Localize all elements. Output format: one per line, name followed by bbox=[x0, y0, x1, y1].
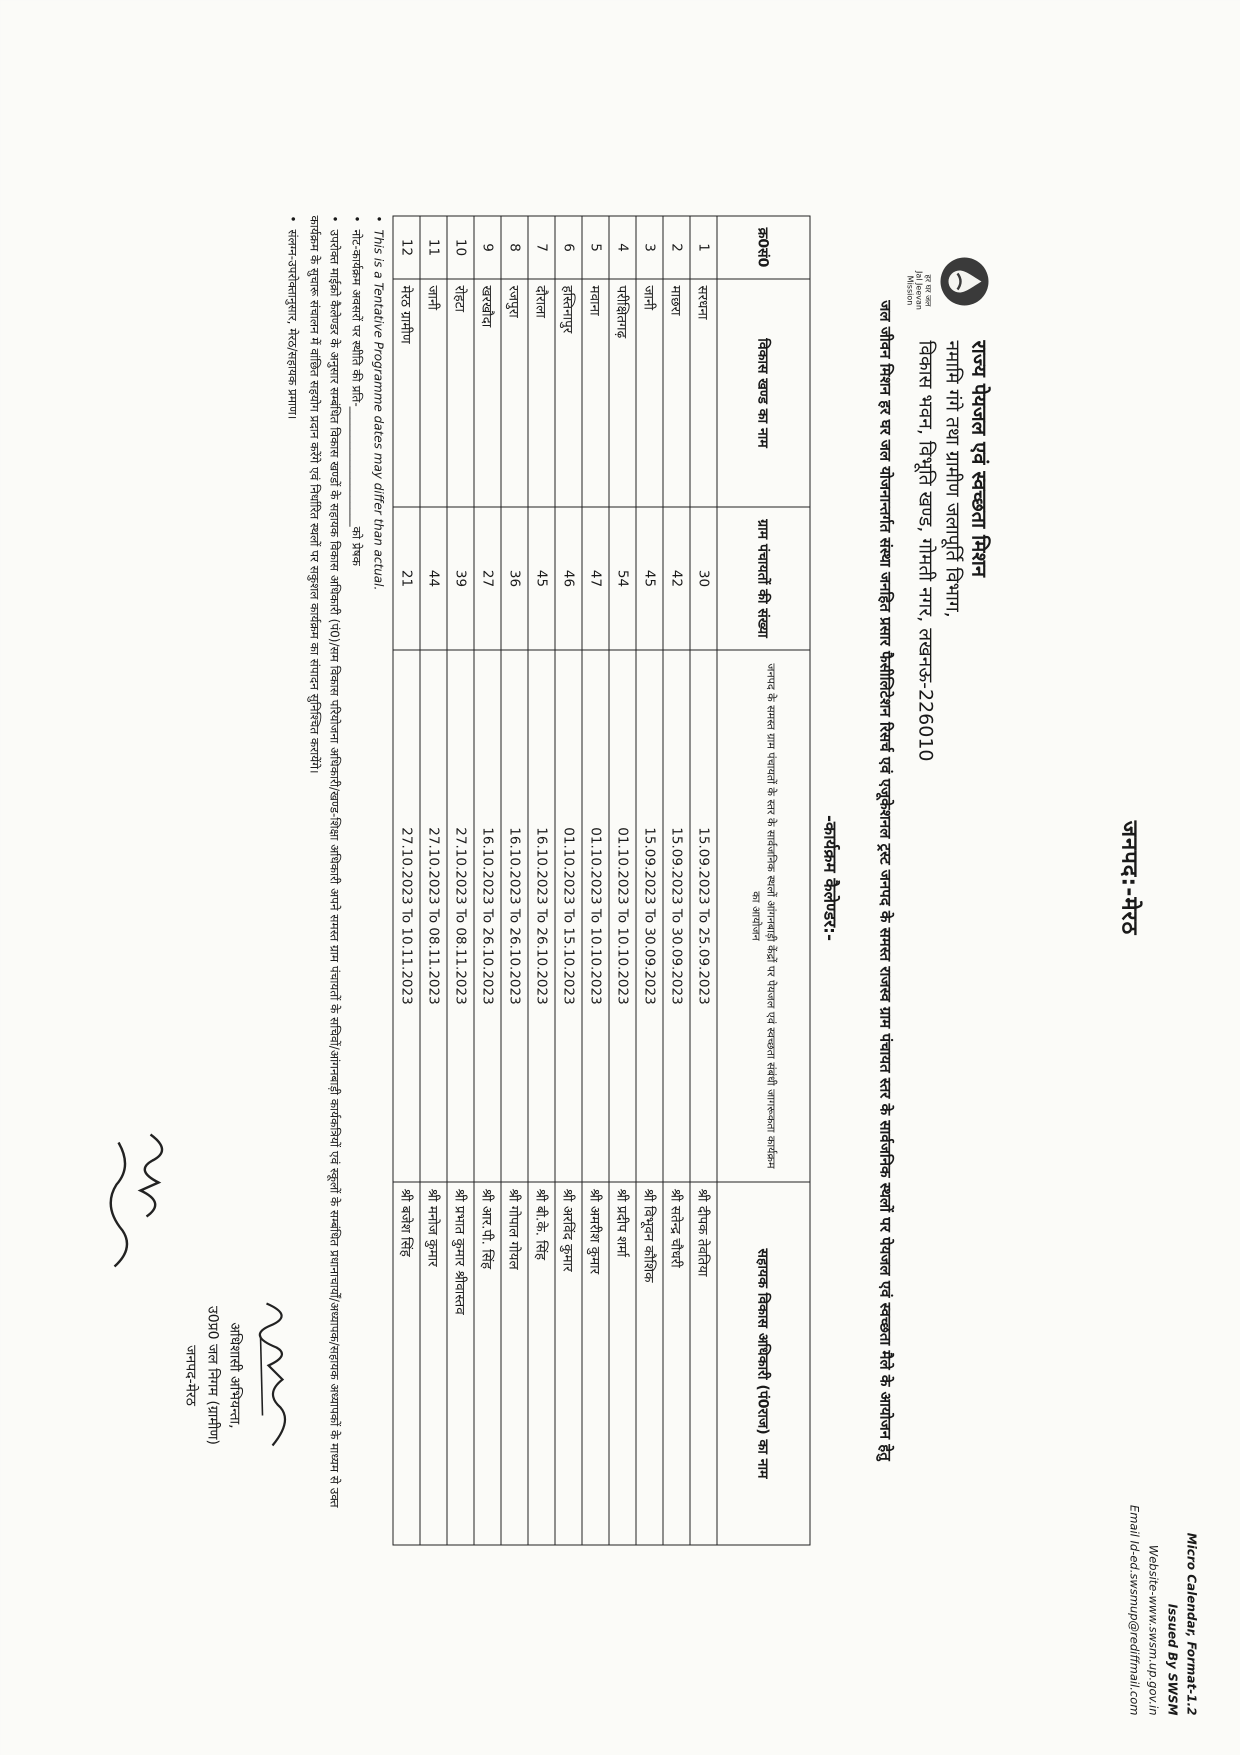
cell-sno: 8 bbox=[501, 216, 528, 279]
table-row bbox=[420, 216, 447, 1545]
annexure-note: •संलग्न-उपरोक्तानुसार, मेरठ/सहायक प्रमाण। bbox=[282, 215, 302, 1545]
cell-block: रोहटा bbox=[447, 279, 474, 507]
table-row bbox=[447, 216, 474, 1545]
cell-sno: 3 bbox=[636, 216, 663, 279]
cell-sno: 9 bbox=[474, 216, 501, 279]
cell-dates: 01.10.2023 To 10.10.2023 bbox=[609, 650, 636, 1182]
cell-dates: 15.09.2023 To 30.09.2023 bbox=[663, 650, 690, 1182]
cell-dates: 16.10.2023 To 26.10.2023 bbox=[474, 650, 501, 1182]
cell-officer: श्री दीपक तेवतिया bbox=[690, 1182, 717, 1545]
cell-dates: 01.10.2023 To 15.10.2023 bbox=[555, 650, 582, 1182]
issued-by: Issued By SWSM bbox=[1165, 1603, 1179, 1715]
cell-dates: 01.10.2023 To 10.10.2023 bbox=[582, 650, 609, 1182]
table-row bbox=[555, 216, 582, 1545]
cell-block: परीक्षितगढ़ bbox=[609, 279, 636, 507]
table-row bbox=[501, 216, 528, 1545]
cell-block: मवाना bbox=[582, 279, 609, 507]
cell-count: 46 bbox=[555, 507, 582, 650]
cell-dates: 16.10.2023 To 26.10.2023 bbox=[528, 650, 555, 1182]
cell-dates: 27.10.2023 To 08.11.2023 bbox=[447, 650, 474, 1182]
cell-officer: श्री प्रदीप शर्मा bbox=[609, 1182, 636, 1545]
cell-sno: 5 bbox=[582, 216, 609, 279]
cell-count: 42 bbox=[663, 507, 690, 650]
cell-officer: श्री गोपाल गोयल bbox=[501, 1182, 528, 1545]
cell-block: सरधना bbox=[690, 279, 717, 507]
cell-count: 39 bbox=[447, 507, 474, 650]
bullet-icon: • bbox=[327, 215, 341, 223]
table-row bbox=[609, 216, 636, 1545]
cell-count: 45 bbox=[528, 507, 555, 650]
cell-officer: श्री प्रभात कुमार श्रीवास्तव bbox=[447, 1182, 474, 1545]
header-program: जनपद के समस्त ग्राम पंचायतों के स्तर के सार्वजनिक स्थलों आंगनबाड़ी केंद्रों पर पेयजल एवं स्वच्छता संबंधी जागरूकता कार्यक्रम का आयोजन bbox=[717, 650, 810, 1182]
email-text: Email Id-ed.swsmup@rediffmail.com bbox=[1127, 1504, 1141, 1715]
bullet-icon: • bbox=[349, 215, 363, 223]
cell-officer: श्री आर.पी. सिंह bbox=[474, 1182, 501, 1545]
signature-block bbox=[179, 1245, 300, 1505]
logo-line-2: Jal Jeevan Mission bbox=[905, 270, 923, 310]
header-officer: सहायक विकास अधिकारी (पं0राज) का नाम bbox=[717, 1182, 810, 1545]
cell-block: मेरठ ग्रामीण bbox=[393, 279, 420, 507]
cell-count: 54 bbox=[609, 507, 636, 650]
cell-sno: 4 bbox=[609, 216, 636, 279]
cell-officer: श्री विभूवन कौशिक bbox=[636, 1182, 663, 1545]
cell-sno: 11 bbox=[420, 216, 447, 279]
cell-officer: श्री मनोज कुमार bbox=[420, 1182, 447, 1545]
cell-count: 30 bbox=[690, 507, 717, 650]
table-row bbox=[393, 216, 420, 1545]
cell-officer: श्री सतेन्द्र चौधरी bbox=[663, 1182, 690, 1545]
water-drop-logo-icon bbox=[938, 255, 990, 307]
cell-sno: 6 bbox=[555, 216, 582, 279]
header-block: विकास खण्ड का नाम bbox=[717, 279, 810, 507]
cell-sno: 1 bbox=[690, 216, 717, 279]
table-row bbox=[582, 216, 609, 1545]
table-header-row bbox=[717, 216, 810, 1545]
instruction-note: •उपरोक्त माईक्रो कैलेण्डर के अनुसार सम्बंधित विकास खण्डों के सहायक विकास अधिकारी (पं0)/सम विकास परियोजना अधिकारी/खण्ड-शिक्षा अधिकारी अपने समस्त ग्राम पंचायतों के सचिवों/आंगनबाड़ी कार्यकत्रियों एवं स्कूलों के सम्बंधित प्रधानाचार्यों/अध्यापक/सहायक अध्यापकों के माध्यम से उक्त कार्यक्रम के सुचारू संचालन में वांछित सहयोग प्रदान करेंगे एवं निर्धारित स्थलों पर सकुशल कार्यक्रम का संपादन सुनिश्चित करायेंगे। bbox=[304, 215, 344, 1545]
cell-block: माछरा bbox=[663, 279, 690, 507]
blank-line: ____________________ bbox=[349, 406, 363, 527]
signatory-district: जनपद-मेरठ bbox=[182, 1344, 198, 1406]
cell-count: 27 bbox=[474, 507, 501, 650]
jjm-logo bbox=[905, 255, 990, 325]
table-row bbox=[636, 216, 663, 1545]
cell-count: 36 bbox=[501, 507, 528, 650]
copy-note: •नोट-कार्यक्रम अवसरों पर स्थीति की प्रति-____________________को प्रेषक bbox=[346, 215, 366, 1545]
cell-dates: 15.09.2023 To 30.09.2023 bbox=[636, 650, 663, 1182]
cell-officer: श्री अरविंद कुमार bbox=[555, 1182, 582, 1545]
cell-dates: 27.10.2023 To 08.11.2023 bbox=[420, 650, 447, 1182]
cell-sno: 2 bbox=[663, 216, 690, 279]
cell-block: जानी bbox=[420, 279, 447, 507]
organization-header bbox=[911, 340, 992, 761]
cell-block: रजपुरा bbox=[501, 279, 528, 507]
cell-block: जानी bbox=[636, 279, 663, 507]
cell-sno: 10 bbox=[447, 216, 474, 279]
cell-dates: 16.10.2023 To 26.10.2023 bbox=[501, 650, 528, 1182]
micro-calendar-format: Micro Calendar, Format-1.2 bbox=[1184, 1532, 1198, 1715]
table-row bbox=[690, 216, 717, 1545]
cell-count: 21 bbox=[393, 507, 420, 650]
calendar-heading: -कार्यक्रम कैलेण्डर:- bbox=[819, 814, 839, 941]
header-count: ग्राम पंचायतों की संख्या bbox=[717, 507, 810, 650]
table-row bbox=[528, 216, 555, 1545]
cell-count: 44 bbox=[420, 507, 447, 650]
cell-count: 47 bbox=[582, 507, 609, 650]
program-calendar-table bbox=[392, 215, 810, 1545]
cell-dates: 27.10.2023 To 10.11.2023 bbox=[393, 650, 420, 1182]
table-row bbox=[663, 216, 690, 1545]
website-text: Website-www.swsm.up.gov.in bbox=[1146, 1544, 1160, 1715]
handwritten-signature bbox=[252, 1295, 300, 1455]
org-department: नमामि गंगे तथा ग्रामीण जलापूर्ति विभाग, bbox=[941, 340, 963, 618]
cell-officer: श्री बजेश सिंह bbox=[393, 1182, 420, 1545]
org-address: विकास भवन, विभूति खण्ड, गोमती नगर, लखनऊ-226010 bbox=[914, 340, 936, 762]
cell-officer: श्री बी.के. सिंह bbox=[528, 1182, 555, 1545]
signatory-department: उ0प्र0 जल निगम (ग्रामीण) bbox=[204, 1305, 220, 1445]
table-body bbox=[393, 216, 717, 1545]
cell-dates: 15.09.2023 To 25.09.2023 bbox=[690, 650, 717, 1182]
signatory-designation: अधिशासी अभियन्ता, bbox=[226, 1321, 242, 1429]
table-row bbox=[474, 216, 501, 1545]
bullet-icon: • bbox=[371, 215, 385, 223]
tentative-note: •This is a Tentative Programme dates may differ than actual. bbox=[368, 215, 388, 1545]
cell-count: 45 bbox=[636, 507, 663, 650]
handwritten-initials bbox=[90, 1120, 180, 1280]
cell-block: दौराला bbox=[528, 279, 555, 507]
cell-sno: 7 bbox=[528, 216, 555, 279]
district-heading: जनपद:-मेरठ bbox=[1116, 820, 1141, 935]
cell-block: खरखौदा bbox=[474, 279, 501, 507]
cell-sno: 12 bbox=[393, 216, 420, 279]
logo-line-1: हर घर जल bbox=[923, 274, 932, 306]
bullet-icon: • bbox=[285, 215, 299, 223]
org-name: राज्य पेयजल एवं स्वच्छता मिशन bbox=[967, 340, 991, 577]
document-title: जल जीवन मिशन हर घर जल योजनान्तर्गत संस्था जनहित प्रसार फैसीलिटेशन रिसर्च एवं एजूकेशनल ट्रस्ट जनपद के समस्त राजस्व ग्राम पंचायत स्तर के सार्वजनिक स्थलों पर पेयजल एवं स्वच्छता मैले के आयोजन हेतु bbox=[876, 299, 894, 1461]
cell-block: हस्तिनापुर bbox=[555, 279, 582, 507]
header-sno: क्र0सं0 bbox=[717, 216, 810, 279]
cell-officer: श्री अमरीश कुमार bbox=[582, 1182, 609, 1545]
